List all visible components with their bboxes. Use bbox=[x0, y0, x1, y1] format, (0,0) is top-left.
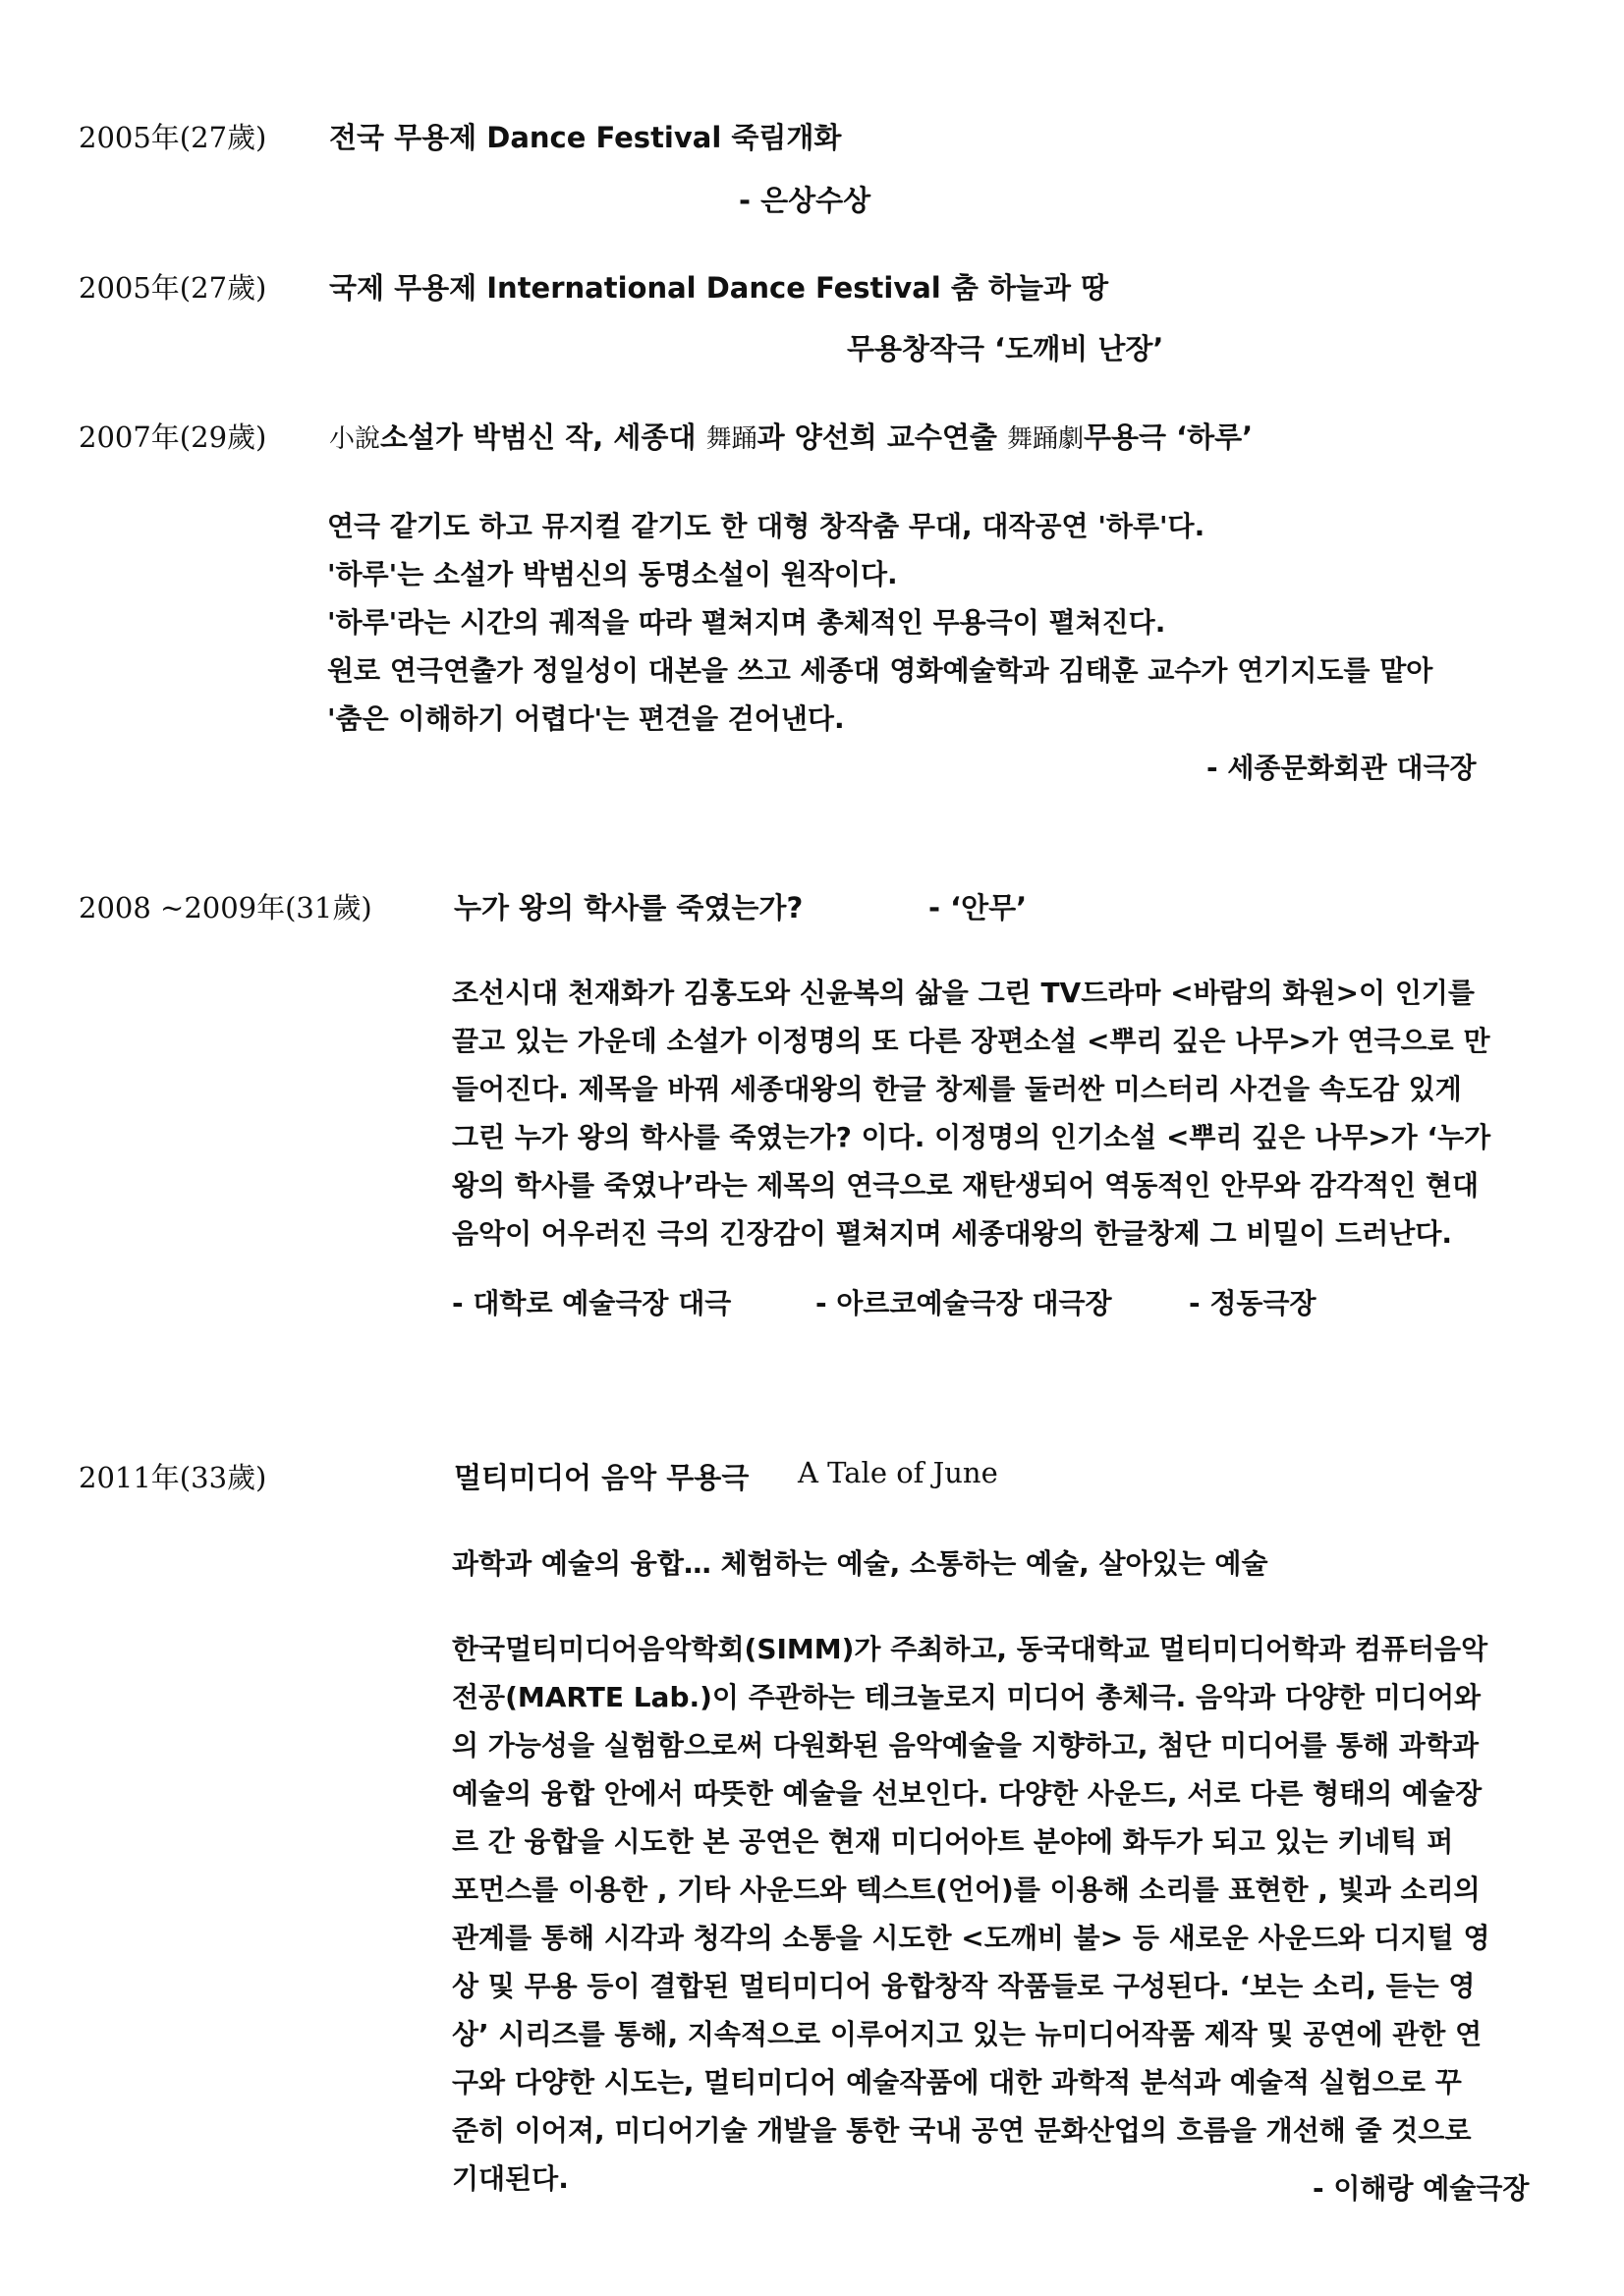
description-line: 준히 이어져, 미디어기술 개발을 통한 국내 공연 문화산업의 흐름을 개선해 줄 것으로 bbox=[452, 2114, 1472, 2147]
description-line: 예술의 융합 안에서 따뜻한 예술을 선보인다. 다양한 사운드, 서로 다른 형태의 예술장 bbox=[452, 1777, 1483, 1810]
entry-venue: - 세종문화회관 대극장 bbox=[1206, 752, 1477, 784]
description-line: 포먼스를 이용한 , 기타 사운드와 텍스트(언어)를 이용해 소리를 표현한 , 빛과 소리의 bbox=[452, 1874, 1481, 1906]
description-line: 조선시대 천재화가 김홍도와 신윤복의 삶을 그린 TV드라마 <바람의 화원>이 인기를 bbox=[452, 977, 1475, 1009]
description-line: 원로 연극연출가 정일성이 대본을 쓰고 세종대 영화예술학과 김태훈 교수가 연기지도를 맡아 bbox=[327, 654, 1433, 687]
entry-work: 무용창작극 ‘도깨비 난장’ bbox=[847, 332, 1164, 365]
description-line: '춤은 이해하기 어렵다'는 편견을 걷어낸다. bbox=[327, 702, 845, 735]
title-hanja-novel: 小說 bbox=[329, 424, 381, 454]
description-line: 연극 같기도 하고 뮤지컬 같기도 한 대형 창작춤 무대, 대작공연 '하루'다. bbox=[327, 510, 1205, 542]
entry-title-english bbox=[798, 1456, 998, 1489]
entry-year: 2005年(27歲) bbox=[79, 121, 267, 154]
entry-description bbox=[327, 502, 1432, 743]
description-line: 상 및 무용 등이 결합된 멀티미디어 융합창작 작품들로 구성된다. ‘보는 소리, 듣는 영 bbox=[452, 1970, 1476, 2002]
description-line: 전공(MARTE Lab.)이 주관하는 테크놀로지 미디어 총체극. 음악과 다양한 미디어와 bbox=[452, 1681, 1482, 1713]
title-part-2: 과 양선희 교수연출 bbox=[756, 420, 1007, 454]
description-line: '하루'는 소설가 박범신의 동명소설이 원작이다. bbox=[327, 558, 898, 590]
description-line: 기대된다. bbox=[452, 2162, 569, 2195]
entry-venue-1: - 대학로 예술극장 대극 bbox=[452, 1287, 732, 1319]
description-line: 구와 다양한 시도는, 멀티미디어 예술작품에 대한 과학적 분석과 예술적 실험으로 꾸 bbox=[452, 2066, 1462, 2099]
entry-title: 누가 왕의 학사를 죽였는가? bbox=[454, 891, 804, 924]
title-hanja-dance-drama: 舞踊劇 bbox=[1006, 424, 1084, 454]
title-hanja-dance: 舞踊 bbox=[705, 424, 757, 454]
entry-title: 멀티미디어 음악 무용극 bbox=[454, 1461, 750, 1494]
description-line: 르 간 융합을 시도한 본 공연은 현재 미디어아트 분야에 화두가 되고 있는 키네틱 퍼 bbox=[452, 1825, 1454, 1858]
entry-description bbox=[452, 1625, 1557, 2203]
entry-year: 2007年(29歲) bbox=[79, 420, 267, 454]
title-part-1: 소설가 박범신 작, 세종대 bbox=[380, 420, 706, 454]
description-line: 의 가능성을 실험함으로써 다원화된 음악예술을 지향하고, 첨단 미디어를 통해 과학과 bbox=[452, 1729, 1480, 1762]
entry-venue: - 이해랑 예술극장 bbox=[1313, 2172, 1530, 2205]
entry-title bbox=[329, 416, 1253, 456]
entry-year: 2008 ~2009年(31歲) bbox=[79, 891, 372, 924]
title-part-3: 무용극 ‘하루’ bbox=[1084, 420, 1254, 454]
description-line: 관계를 통해 시각과 청각의 소통을 시도한 <도깨비 불> 등 새로운 사운드와 디지털 영 bbox=[452, 1922, 1490, 1954]
description-line: 끌고 있는 가운데 소설가 이정명의 또 다른 장편소설 <뿌리 깊은 나무>가 연극으로 만 bbox=[452, 1025, 1490, 1057]
description-line: 그린 누가 왕의 학사를 죽였는가? 이다. 이정명의 인기소설 <뿌리 깊은 나무>가 ‘누가 bbox=[452, 1121, 1491, 1153]
entry-award: - 은상수상 bbox=[739, 184, 871, 217]
entry-title: 전국 무용제 Dance Festival 죽림개화 bbox=[329, 121, 842, 154]
description-line: 들어진다. 제목을 바꿔 세종대왕의 한글 창제를 둘러싼 미스터리 사건을 속도감 있게 bbox=[452, 1073, 1462, 1105]
entry-subtitle: 과학과 예술의 융합… 체험하는 예술, 소통하는 예술, 살아있는 예술 bbox=[452, 1547, 1268, 1580]
description-line: 상’ 시리즈를 통해, 지속적으로 이루어지고 있는 뉴미디어작품 제작 및 공연에 관한 연 bbox=[452, 2018, 1483, 2050]
entry-year: 2011年(33歲) bbox=[79, 1461, 267, 1494]
description-line: 한국멀티미디어음악학회(SIMM)가 주최하고, 동국대학교 멀티미디어학과 컴퓨터음악 bbox=[452, 1633, 1488, 1665]
entry-description bbox=[452, 969, 1557, 1258]
entry-title: 국제 무용제 International Dance Festival 춤 하늘과 땅 bbox=[329, 271, 1109, 305]
entry-venue-3: - 정동극장 bbox=[1189, 1287, 1316, 1319]
entry-role: - ‘안무’ bbox=[928, 891, 1028, 924]
description-line: 왕의 학사를 죽였나’라는 제목의 연극으로 재탄생되어 역동적인 안무와 감각적인 현대 bbox=[452, 1169, 1480, 1202]
entry-year: 2005年(27歲) bbox=[79, 271, 267, 305]
description-line: 음악이 어우러진 극의 긴장감이 펼쳐지며 세종대왕의 한글창제 그 비밀이 드러난다. bbox=[452, 1217, 1453, 1250]
description-line: '하루'라는 시간의 궤적을 따라 펼쳐지며 총체적인 무용극이 펼쳐진다. bbox=[327, 606, 1166, 639]
entry-venue-2: - 아르코예술극장 대극장 bbox=[815, 1287, 1112, 1319]
title-english-text: A Tale of June bbox=[798, 1456, 998, 1489]
